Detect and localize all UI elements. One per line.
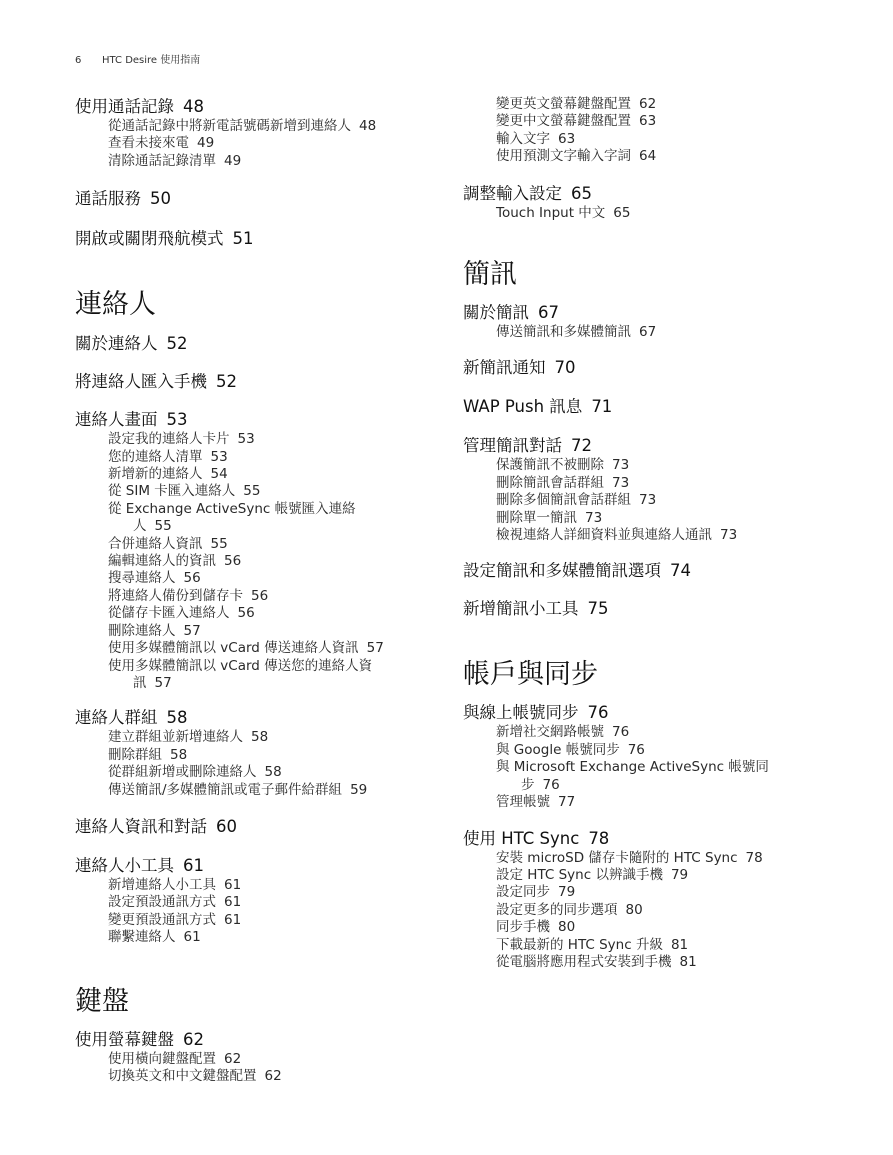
toc-page-number: 56: [237, 605, 255, 622]
toc-entry-title: 從通話記錄中將新電話號碼新增到連絡人: [108, 118, 351, 134]
toc-page-number: 53: [210, 448, 228, 465]
toc-subentry: [463, 954, 823, 971]
toc-entry-title: 切換英文和中文鍵盤配置: [108, 1067, 257, 1084]
toc-entry-title: 使用預測文字輸入字詞: [496, 148, 631, 165]
toc-entry-title: Touch Input 中文: [496, 204, 606, 221]
toc-entry-title: 刪除多個簡訊會話群組: [496, 492, 631, 509]
toc-page-number: 61: [224, 894, 242, 911]
toc-entry-title: 檢視連絡人詳細資料並與連絡人通訊: [496, 527, 712, 544]
toc-entry-title: 使用橫向鍵盤配置: [108, 1050, 216, 1067]
toc-entry-title: 您的連絡人清單: [108, 448, 203, 465]
toc-entry: [75, 409, 435, 431]
toc-page-number: 67: [538, 303, 559, 323]
toc-page-number: 49: [197, 135, 215, 152]
toc-subentry: [75, 553, 435, 570]
toc-entry-title: 變更英文螢幕鍵盤配置: [496, 96, 631, 112]
toc-entry-title: 同步手機: [496, 919, 550, 936]
toc-page-number: 73: [612, 457, 630, 474]
toc-section-heading: 簡訊: [463, 259, 517, 291]
toc-page-number: 51: [232, 229, 254, 249]
toc-page-number: 57: [154, 674, 172, 691]
toc-entry-title: 輸入文字: [496, 130, 550, 147]
toc-entry-title: 新增新的連絡人: [108, 466, 203, 483]
toc-subentry: [463, 919, 823, 936]
toc-left-column: [75, 96, 435, 1085]
toc-entry: [463, 302, 823, 324]
toc-entry-title: 清除通話記錄清單: [108, 152, 216, 169]
toc-entry-title: 新增連絡人小工具: [108, 876, 216, 893]
toc-entry-title: 與 Google 帳號同步: [496, 741, 620, 758]
toc-page-number: 52: [166, 334, 188, 354]
toc-subentry: [75, 605, 435, 622]
toc-page-number: 71: [591, 397, 613, 417]
toc-subentry: [463, 742, 823, 759]
toc-entry-title: 查看未接來電: [108, 135, 189, 152]
toc-subentry: [75, 570, 435, 587]
toc-subentry: [463, 724, 823, 741]
toc-page-number: 57: [183, 622, 201, 639]
toc-subentry: [463, 148, 823, 165]
toc-subentry: [463, 884, 823, 901]
toc-page-number: 61: [224, 876, 242, 893]
toc-subentry: [75, 588, 435, 605]
toc-page-number: 58: [166, 708, 188, 728]
toc-entry-continuation: [108, 518, 435, 535]
toc-section-heading: 帳戶與同步: [463, 659, 598, 691]
toc-entry: [75, 228, 435, 250]
toc-entry-title: 設定 HTC Sync 以辨識手機: [496, 866, 663, 883]
toc-entry: [75, 855, 435, 877]
toc-entry-title: 搜尋連絡人: [108, 570, 176, 587]
toc-page-number: 79: [670, 866, 689, 883]
toc-entry: [463, 357, 823, 379]
toc-page-number: 61: [224, 911, 242, 928]
toc-subentry: [75, 449, 435, 466]
toc-entry-title: 使用通話記錄: [75, 97, 174, 116]
toc-subentry: [75, 118, 435, 135]
toc-subentry: [75, 658, 435, 693]
toc-page-number: 48: [183, 97, 204, 116]
toc-page-number: 60: [216, 816, 237, 836]
toc-page-number: 55: [243, 483, 261, 500]
toc-page-number: 58: [251, 729, 269, 746]
toc-page-number: 74: [670, 561, 691, 581]
toc-subentry: [75, 747, 435, 764]
toc-subentry: [75, 623, 435, 640]
toc-entry: [75, 1029, 435, 1051]
toc-section-heading: 鍵盤: [75, 985, 129, 1017]
toc-subentry: [75, 894, 435, 911]
toc-entry-title: 從 SIM 卡匯入連絡人: [108, 483, 236, 500]
toc-subentry: [463, 867, 823, 884]
toc-entry-title: 設定簡訊和多媒體簡訊選項: [463, 561, 661, 581]
toc-page-number: 67: [639, 324, 657, 341]
toc-subentry: [463, 96, 823, 113]
toc-page-number: 76: [612, 724, 630, 741]
toc-page-number: 55: [154, 518, 172, 535]
toc-entry: [75, 188, 435, 210]
toc-page-number: 76: [542, 776, 560, 793]
toc-entry-title: 下載最新的 HTC Sync 升級: [496, 936, 663, 953]
toc-entry-title: 連絡人資訊和對話: [75, 816, 207, 836]
toc-entry-title: 使用多媒體簡訊以 vCard 傳送您的連絡人資: [108, 657, 373, 674]
toc-page-number: 63: [639, 113, 657, 130]
toc-page-number: 57: [366, 640, 384, 657]
toc-page-number: 58: [170, 746, 188, 763]
toc-entry-title: 連絡人小工具: [75, 855, 174, 875]
toc-page-number: 53: [237, 431, 255, 448]
toc-page-number: 73: [720, 527, 738, 544]
toc-entry-continuation: [108, 675, 435, 692]
toc-page-number: 56: [183, 570, 201, 587]
toc-page-number: 80: [625, 901, 643, 918]
toc-subentry: [75, 153, 435, 170]
toc-page-number: 78: [745, 849, 763, 866]
toc-page-number: 61: [183, 929, 201, 946]
toc-entry-title: 從群組新增或刪除連絡人: [108, 764, 257, 781]
toc-entry-title: 從 Exchange ActiveSync 帳號匯入連絡: [108, 500, 356, 517]
toc-entry-continuation-text: 人: [133, 518, 147, 535]
toc-subentry: [463, 475, 823, 492]
toc-entry-title: 關於連絡人: [75, 334, 158, 354]
toc-entry-title: WAP Push 訊息: [463, 397, 583, 417]
toc-entry: [75, 816, 435, 838]
toc-entry-title: 管理簡訊對話: [463, 436, 562, 456]
toc-entry-continuation-text: 訊: [133, 674, 147, 691]
toc-page-number: 75: [587, 599, 609, 619]
toc-page-number: 56: [224, 553, 242, 570]
toc-entry-continuation: [496, 777, 823, 794]
toc-subentry: [75, 536, 435, 553]
toc-entry: [463, 702, 823, 724]
toc-page-number: 76: [587, 703, 609, 723]
toc-subentry: [463, 759, 823, 794]
toc-entry-title: 變更中文螢幕鍵盤配置: [496, 113, 631, 130]
toc-entry-title: 從電腦將應用程式安裝到手機: [496, 953, 672, 970]
toc-page-number: 64: [639, 148, 657, 165]
toc-page-number: 65: [613, 204, 631, 221]
toc-subentry: [75, 912, 435, 929]
toc-entry-title: 建立群組並新增連絡人: [108, 729, 243, 746]
toc-page-number: 63: [558, 130, 576, 147]
toc-entry-title: 新增簡訊小工具: [463, 599, 579, 619]
page-number: 6: [75, 55, 82, 66]
toc-entry-title: 刪除單一簡訊: [496, 509, 577, 526]
toc-entry: [75, 96, 435, 118]
toc-page-number: 78: [588, 828, 610, 848]
toc-entry-title: 從儲存卡匯入連絡人: [108, 605, 230, 622]
toc-page-number: 59: [350, 781, 368, 798]
toc-subentry: [75, 1051, 435, 1068]
toc-subentry: [75, 466, 435, 483]
toc-page-number: 50: [150, 189, 171, 209]
toc-page-number: 81: [670, 936, 689, 953]
toc-page-number: 62: [183, 1029, 204, 1049]
toc-entry-title: 使用多媒體簡訊以 vCard 傳送連絡人資訊: [108, 640, 359, 657]
toc-subentry: [463, 324, 823, 341]
toc-entry: [463, 396, 823, 418]
toc-subentry: [463, 113, 823, 130]
toc-entry: [463, 435, 823, 457]
toc-entry: [75, 707, 435, 729]
toc-subentry: [75, 729, 435, 746]
toc-subentry: [463, 510, 823, 527]
toc-subentry: [75, 501, 435, 536]
toc-subentry: [463, 492, 823, 509]
toc-subentry: [463, 527, 823, 544]
toc-entry-title: 設定我的連絡人卡片: [108, 431, 230, 448]
toc-subentry: [75, 135, 435, 152]
toc-entry-title: 刪除群組: [108, 746, 162, 763]
toc-page-number: 72: [571, 436, 592, 456]
toc-subentry: [463, 937, 823, 954]
toc-subentry: [463, 850, 823, 867]
toc-page-number: 54: [210, 466, 228, 483]
toc-entry-title: 通話服務: [75, 189, 141, 209]
toc-subentry: [75, 764, 435, 781]
toc-subentry: [75, 782, 435, 799]
toc-entry-title: 使用 HTC Sync: [463, 828, 580, 848]
toc-subentry: [463, 794, 823, 811]
toc-entry-continuation-text: 步: [521, 776, 535, 793]
toc-entry: [463, 560, 823, 582]
toc-page-number: 55: [210, 535, 228, 552]
toc-entry-title: 設定同步: [496, 884, 550, 901]
toc-entry: [75, 333, 435, 355]
toc-page-number: 81: [679, 953, 697, 970]
toc-entry-title: 新簡訊通知: [463, 358, 546, 378]
toc-entry-title: 設定預設通訊方式: [108, 894, 216, 911]
toc-entry-title: 聯繫連絡人: [108, 929, 176, 946]
toc-subentry: [75, 640, 435, 657]
toc-entry: [463, 598, 823, 620]
toc-subentry: [463, 131, 823, 148]
toc-page-number: 61: [183, 855, 204, 875]
toc-entry-title: 與 Microsoft Exchange ActiveSync 帳號同: [496, 759, 769, 776]
toc-subentry: [463, 457, 823, 474]
toc-entry-title: 將連絡人匯入手機: [75, 372, 207, 392]
toc-section-heading: 連絡人: [75, 289, 156, 321]
toc-page-number: 58: [264, 764, 282, 781]
toc-right-column: [463, 96, 823, 971]
toc-page-number: 80: [558, 919, 576, 936]
toc-entry-title: 使用螢幕鍵盤: [75, 1029, 174, 1049]
toc-page-number: 70: [554, 358, 576, 378]
toc-page-number: 53: [166, 410, 188, 430]
toc-page-number: 73: [612, 474, 630, 491]
page-header: [75, 51, 200, 66]
toc-entry-title: 將連絡人備份到儲存卡: [108, 587, 243, 604]
toc-entry-title: 關於簡訊: [463, 303, 529, 323]
document-title: HTC Desire 使用指南: [102, 55, 201, 66]
toc-entry-title: 連絡人群組: [75, 708, 158, 728]
toc-subentry: [75, 483, 435, 500]
toc-subentry: [75, 877, 435, 894]
toc-page-number: 56: [251, 587, 269, 604]
toc-page-number: 76: [627, 741, 645, 758]
toc-entry-title: 調整輸入設定: [463, 183, 562, 203]
toc-subentry: [75, 929, 435, 946]
toc-entry-title: 新增社交網路帳號: [496, 724, 604, 741]
toc-page-number: 73: [585, 509, 603, 526]
toc-entry: [463, 828, 823, 850]
toc-entry-title: 刪除簡訊會話群組: [496, 474, 604, 491]
toc-entry-title: 開啟或關閉飛航模式: [75, 229, 224, 249]
toc-subentry: [463, 205, 823, 222]
toc-entry-title: 與線上帳號同步: [463, 703, 579, 723]
toc-page-number: 52: [216, 372, 237, 392]
toc-entry-title: 傳送簡訊/多媒體簡訊或電子郵件給群組: [108, 781, 343, 798]
toc-page-number: 49: [224, 152, 242, 169]
toc-entry-title: 編輯連絡人的資訊: [108, 553, 216, 570]
toc-entry-title: 設定更多的同步選項: [496, 901, 618, 918]
toc-page-number: 65: [571, 183, 592, 203]
toc-page-number: 62: [224, 1050, 242, 1067]
toc-page-number: 79: [558, 884, 576, 901]
toc-page-number: 62: [264, 1067, 282, 1084]
toc-entry-title: 安裝 microSD 儲存卡隨附的 HTC Sync: [496, 849, 738, 866]
toc-page-number: 73: [639, 492, 657, 509]
toc-page-number: 48: [359, 118, 377, 134]
toc-entry-title: 傳送簡訊和多媒體簡訊: [496, 324, 631, 341]
toc-subentry: [75, 1068, 435, 1085]
toc-entry-title: 變更預設通訊方式: [108, 911, 216, 928]
toc-entry: [463, 183, 823, 205]
toc-page-number: 62: [639, 96, 657, 112]
toc-subentry: [463, 902, 823, 919]
toc-entry-title: 連絡人畫面: [75, 410, 158, 430]
toc-entry-title: 刪除連絡人: [108, 622, 176, 639]
toc-entry-title: 保護簡訊不被刪除: [496, 457, 604, 474]
toc-page-number: 77: [558, 794, 576, 811]
toc-subentry: [75, 431, 435, 448]
toc-entry-title: 管理帳號: [496, 794, 550, 811]
toc-entry: [75, 371, 435, 393]
toc-entry-title: 合併連絡人資訊: [108, 535, 203, 552]
